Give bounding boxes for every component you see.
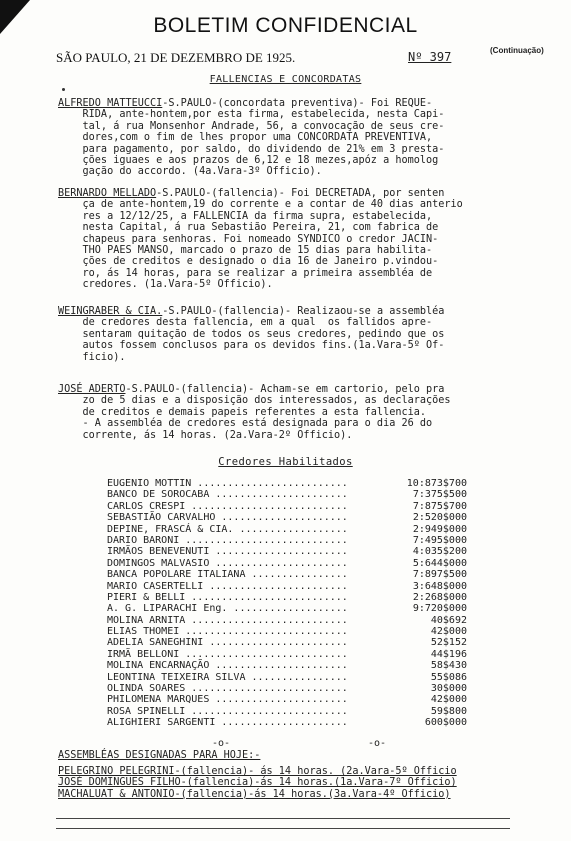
entry-line: para pagamento, por saldo, do dividendo de 21% em 3 presta- — [58, 143, 445, 155]
creditor-amount: 44$196 — [430, 648, 467, 660]
creditor-name: MOLINA ENCARNAÇÃO ...................... — [107, 660, 348, 672]
creditor-row — [107, 524, 467, 535]
issue-number: Nº 397 — [408, 50, 452, 64]
entry-line: BERNARDO MELLADO-S.PAULO-(fallencia)- Foi DECRETADA, por senten — [58, 188, 445, 199]
creditor-name: MARIO CASERTELLI ....................... — [107, 580, 348, 592]
creditor-amount: 7:375$500 — [412, 489, 467, 501]
creditor-row — [107, 558, 467, 569]
creditor-name: ROSA SPINELLI .......................... — [107, 705, 348, 717]
creditor-name: EUGENIO MOTTIN ......................... — [107, 478, 348, 489]
entry-line: chapeus para senhoras. Foi nomeado SYNDICO o credor JACIN- — [58, 233, 439, 245]
entry-line: WEINGRABER & CIA.-S.PAULO-(fallencia)- Realizaou-se a assembléa — [58, 306, 445, 317]
creditor-row — [107, 546, 467, 557]
bottom-rule — [56, 818, 510, 819]
creditor-name: IRMÃOS BENEVENUTI ...................... — [107, 546, 348, 558]
entry-line: credores. (1a.Vara-5º Officio). — [58, 279, 273, 291]
creditors-list — [107, 478, 467, 729]
creditor-name: DARIO BARONI ........................... — [107, 534, 348, 546]
creditor-amount: 3:648$000 — [412, 580, 467, 592]
bottom-rule-2 — [56, 828, 510, 829]
creditor-amount: 7:495$000 — [412, 534, 467, 546]
entry-line: corrente, ás 14 horas. (2a.Vara-2º Officio). — [58, 429, 353, 441]
creditors-title-text: Credores Habilitados — [218, 456, 353, 468]
assemblies-title: ASSEMBLÉAS DESIGNADAS PARA HOJE:- — [58, 750, 261, 761]
creditor-row — [107, 603, 467, 614]
entry-line: tal, á rua Monsenhor Andrade, 56, a convocação de seus cre- — [58, 120, 445, 132]
creditor-amount: 2:949$000 — [412, 523, 467, 535]
creditor-row — [107, 501, 467, 512]
creditor-row — [107, 581, 467, 592]
creditor-row — [107, 672, 467, 683]
dateline: SÃO PAULO, 21 DE DEZEMBRO DE 1925. — [56, 50, 296, 65]
creditor-row — [107, 626, 467, 637]
creditor-name: ADELIA SANEGHINI ....................... — [107, 637, 348, 649]
creditor-row — [107, 478, 467, 489]
creditor-row — [107, 649, 467, 660]
creditor-amount: 9:720$000 — [412, 603, 467, 615]
creditor-row — [107, 592, 467, 603]
creditor-amount: 7:897$500 — [412, 569, 467, 581]
entry-line: JOSÉ ADERTO-S.PAULO-(fallencia)- Acham-se em cartorio, pelo pra — [58, 384, 445, 395]
creditor-row — [107, 694, 467, 705]
creditor-amount: 42$000 — [430, 626, 467, 638]
creditor-name: BANCO DE SOROCABA ...................... — [107, 489, 348, 501]
entry-line: - A assembléa de credores está designada para o dia 26 do — [58, 418, 433, 430]
entry-company-name: JOSÉ ADERTO — [58, 384, 126, 395]
entry-line: ALFREDO MATTEUCCI-S.PAULO-(concordata preventiva)- Foi REQUE- — [58, 98, 433, 109]
entry-line: THO PAES MANSO, marcado o prazo de 15 dias para habilita- — [58, 245, 433, 257]
entry-line: ções iguaes e aos prazos de 6,12 e 18 mezes,apóz a homolog — [58, 155, 439, 167]
section-title: FALLENCIAS E CONCORDATAS — [209, 74, 362, 85]
entry-line: ro, ás 14 horas, para se realizar a primeira assembléa de — [58, 267, 433, 279]
creditor-row — [107, 489, 467, 500]
entry-company-name: BERNARDO MELLADO — [58, 188, 157, 199]
assemblies-list — [58, 766, 457, 800]
entry-line: dores,com o fim de lhes propor uma CONCORDATA PREVENTIVA, — [58, 132, 433, 144]
entry-company-name: ALFREDO MATTEUCCI — [58, 98, 163, 109]
assembly-item: PELEGRINO PELEGRINI-(fallencia)- ás 14 horas. (2a.Vara-5º Officio — [58, 766, 457, 777]
creditor-amount: 55$086 — [430, 671, 467, 683]
creditor-name: MOLINA ARNITA .......................... — [107, 614, 348, 626]
creditor-name: PIERI & BELLI .......................... — [107, 591, 348, 603]
entry-mellado — [58, 188, 498, 291]
entry-line: ficio). — [58, 351, 126, 363]
creditor-amount: 7:875$700 — [412, 500, 467, 512]
creditor-name: DOMINGOS MALVASIO ...................... — [107, 557, 348, 569]
creditor-amount: 2:268$000 — [412, 591, 467, 603]
separator-left: -o- — [212, 738, 231, 749]
creditor-row — [107, 683, 467, 694]
creditor-row — [107, 569, 467, 580]
creditor-amount: 5:644$000 — [412, 557, 467, 569]
entry-line: zo de 5 dias e a disposição dos interessados, as declarações — [58, 395, 451, 407]
entry-line: RIDA, ante-hontem,por esta firma, estabelecida, nesta Capi- — [58, 109, 445, 121]
entry-weingraber — [58, 306, 498, 363]
creditor-name: ALIGHIERI SARGENTI ..................... — [107, 717, 348, 729]
creditor-name: IRMÃ BELLONI ........................... — [107, 648, 348, 660]
creditor-name: CARLOS CRESPI .......................... — [107, 500, 348, 512]
creditor-name: SEBASTIÃO CARVALHO ..................... — [107, 512, 348, 524]
creditor-amount: 600$000 — [424, 717, 467, 729]
entry-aderto — [58, 384, 498, 441]
creditor-amount: 58$430 — [430, 660, 467, 672]
entry-line: de credores desta fallencia, em a qual os fallidos apre- — [58, 317, 433, 329]
creditor-amount: 4:035$200 — [412, 546, 467, 558]
creditor-name: BANCA POPOLARE ITALIANA ................ — [107, 569, 348, 581]
creditor-name: DEPINE, FRASCÁ & CIA. .................. — [107, 523, 348, 535]
creditor-amount: 2:520$000 — [412, 512, 467, 524]
entry-line: de creditos e demais papeis referentes a esta fallencia. — [58, 406, 427, 418]
creditor-row — [107, 512, 467, 523]
creditor-row — [107, 615, 467, 626]
entry-matteucci — [58, 98, 498, 178]
entry-line: ça de ante-hontem,19 do corrente e a contar de 40 dias anterio — [58, 199, 463, 211]
entry-line: autos fossem conclusos para os devidos fins.(1a.Vara-5º Of- — [58, 340, 445, 352]
separator-right: -o- — [368, 738, 387, 749]
creditor-row — [107, 717, 467, 728]
creditor-row — [107, 660, 467, 671]
creditor-name: PHILOMENA MARQUES ...................... — [107, 694, 348, 706]
creditor-amount: 59$800 — [430, 705, 467, 717]
creditor-name: ELIAS THOMEI ........................... — [107, 626, 348, 638]
creditors-title — [0, 456, 571, 468]
creditor-row — [107, 535, 467, 546]
creditor-row — [107, 706, 467, 717]
entry-company-name: WEINGRABER & CIA. — [58, 306, 163, 317]
continuation-note: (Continuação) — [490, 46, 544, 55]
creditor-amount: 52$152 — [430, 637, 467, 649]
creditor-name: LEONTINA TEIXEIRA SILVA ................ — [107, 671, 348, 683]
entry-line: sentaram quitação de todos os seus credores, pedindo que os — [58, 328, 445, 340]
assembly-item: MACHALUAT & ANTONIO-(fallencia)-ás 14 horas.(3a.Vara-4º Officio) — [58, 788, 451, 800]
creditor-amount: 40$692 — [430, 614, 467, 626]
creditor-amount: 30$000 — [430, 683, 467, 695]
entry-line: res a 12/12/25, a FALLENCIA da firma supra, estabelecida, — [58, 210, 433, 222]
assembly-item: JOSÉ DOMINGUES FILHO-(fallencia)-ás 14 horas.(1a.Vara-7º Officio) — [58, 777, 457, 789]
entry-line: gação do accordo. (4a.Vara-3º Officio). — [58, 166, 322, 178]
document-title: BOLETIM CONFIDENCIAL — [153, 14, 418, 37]
creditor-name: OLINDA SOARES .......................... — [107, 683, 348, 695]
creditor-amount: 42$000 — [430, 694, 467, 706]
creditor-name: A. G. LIPARACHI Eng. ................... — [107, 603, 348, 615]
bullet-dot — [62, 88, 65, 91]
creditor-amount: 10:873$700 — [406, 478, 467, 489]
entry-line: nesta Capital, á rua Sebastião Pereira, 21, com fabrica de — [58, 222, 439, 234]
creditor-row — [107, 637, 467, 648]
entry-line: ções de creditos e designado o dia 16 de Janeiro p.vindou- — [58, 256, 439, 268]
